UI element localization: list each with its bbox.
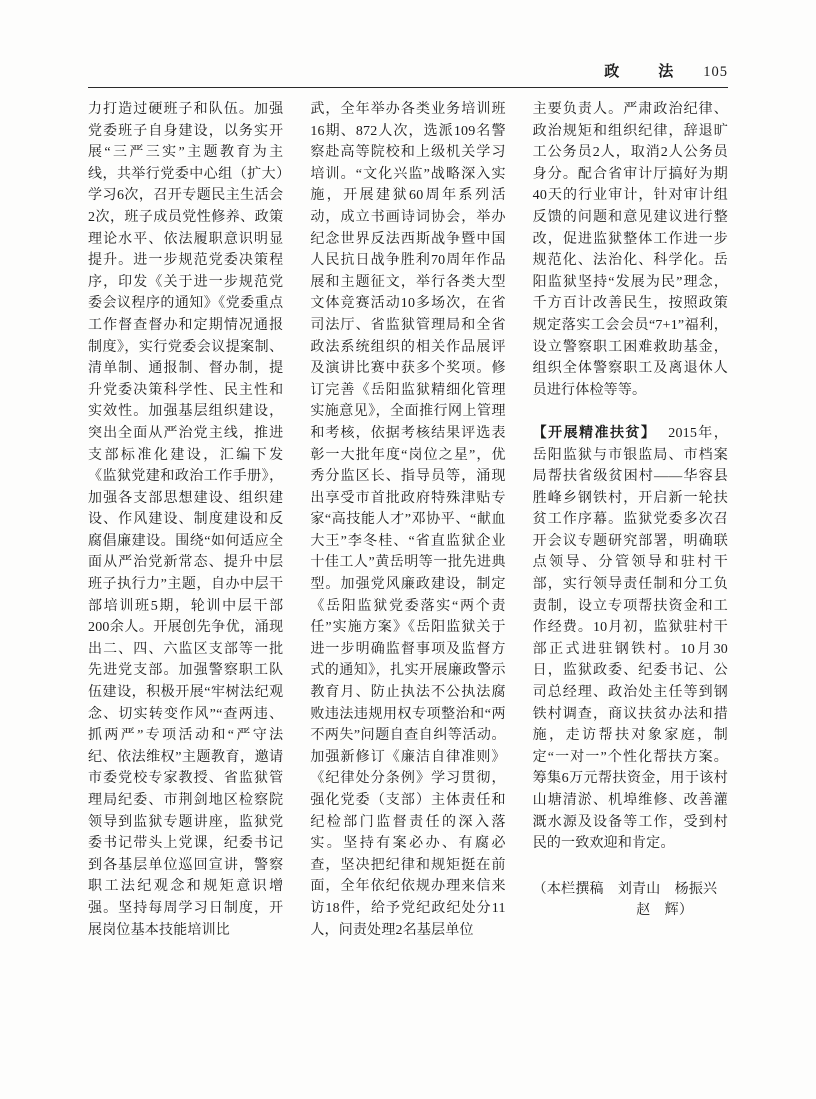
attribution-line-2: 赵 辉） [636,903,694,919]
attribution-line-1: （本栏撰稿 刘青山 杨振兴 [532,881,718,897]
feature-entry-heading: 【开展精准扶贫】 [532,425,657,441]
text-column-3 [533,99,728,1059]
page-number: 105 [703,64,728,80]
column3-paragraph-1: 主要负责人。严肃政治纪律、政治规矩和组织纪律，辞退旷工公务员2人，取消2人公务员身分。配合省审计厅搞好为期40天的行业审计，针对审计组反馈的问题和意见建议进行整改，促进监狱整体工作进一步规范化、法治化、科学化。岳阳监狱坚持“发展为民”理念，千方百计改善民生，按照政策规定落实工会会员“7+1”福利，设立警察职工困难救助基金，组织全体警察职工及离退休人员进行体检等等。 [532,102,728,398]
attribution-block [533,879,728,922]
section-title: 政 法 [604,64,686,80]
feature-entry-body: 2015年，岳阳监狱与市银监局、市档案局帮扶省级贫困村——华容县胜峰乡钢铁村，开启新一轮扶贫工作序幕。监狱党委多次召开会议专题研究部署，明确联点领导、分管领导和驻村干部，实行领导责任制和分工负责制，设立专项帮扶资金和工作经费。10月初，监狱驻村干部正式进驻钢铁村。10月30日，监狱政委、纪委书记、公司总经理、政治处主任等到钢铁村调查，商议扶贫办法和措施，走访帮扶对象家庭，制定“一对一”个性化帮扶方案。筹集6万元帮扶资金，用于该村山塘清淤、机埠维修、改善灌溉水源及设备等工作，受到村民的一致欢迎和肯定。 [532,425,728,852]
page-header [88,60,728,84]
header-rule [88,87,728,88]
column1-paragraph: 力打造过硬班子和队伍。加强党委班子自身建设，以务实开展“三严三实”主题教育为主线，共举行党委中心组（扩大）学习6次，召开专题民主生活会2次，班子成员党性修养、政策理论水平、依法履职意识明显提升。进一步规范党委决策程序，印发《关于进一步规范党委会议程序的通知》《党委重点工作督查督办和定期情况通报制度》，实行党委会议提案制、清单制、通报制、督办制，提升党委决策科学性、民主性和实效性。加强基层组织建设，突出全面从严治党主线，推进支部标准化建设，汇编下发《监狱党建和政治工作手册》，加强各支部思想建设、组织建设、作风建设、制度建设和反腐倡廉建设。围绕“如何适应全面从严治党新常态、提升中层班子执行力”主题，自办中层干部培训班5期，轮训中层干部200余人。开展创先争优，涌现出二、四、六监区支部等一批先进党支部。加强警察职工队伍建设，积极开展“牢树法纪观念、切实转变作风”“查两违、抓两严”专项活动和“严守法纪、依法维权”主题教育，邀请市委党校专家教授、省监狱管理局纪委、市荆剑地区检察院领导到监狱专题讲座，监狱党委书记带头上党课，纪委书记到各基层单位巡回宣讲，警察职工法纪观念和规矩意识增强。坚持每周学习日制度，开展岗位基本技能培训比 [88,102,284,938]
text-column-1 [88,99,283,1059]
feature-entry-paragraph [533,423,728,855]
article-body [88,99,728,1059]
text-column-2 [310,99,505,1059]
column2-paragraph: 武，全年举办各类业务培训班16期、872人次，选派109名警察赴高等院校和上级机关学习培训。“文化兴监”战略深入实施，开展建狱60周年系列活动，成立书画诗词协会，举办纪念世界反法西斯战争暨中国人民抗日战争胜利70周年作品展和主题征文，举行各类大型文体竞赛活动10多场次，在省司法厅、省监狱管理局和全省政法系统组织的相关作品展评及演讲比赛中获多个奖项。修订完善《岳阳监狱精细化管理实施意见》，全面推行网上管理和考核，依据考核结果评选表彰一大批年度“岗位之星”，优秀分监区长、指导员等，涌现出享受市首批政府特殊津贴专家“高技能人才”邓协平、“献血大王”李冬桂、“省直监狱企业十佳工人”黄岳明等一批先进典型。加强党风廉政建设，制定《岳阳监狱党委落实“两个责任”实施方案》《岳阳监狱关于进一步明确监督事项及监督方式的通知》，扎实开展廉政警示教育月、防止执法不公执法腐败违法违规用权专项整治和“两不两失”问题自查自纠等活动。加强新修订《廉洁自律准则》《纪律处分条例》学习贯彻，强化党委（支部）主体责任和纪检部门监督责任的深入落实。坚持有案必办、有腐必查，坚决把纪律和规矩挺在前面，全年依纪依规办理来信来访18件，给予党纪政纪处分11人，问责处理2名基层单位 [310,102,506,938]
